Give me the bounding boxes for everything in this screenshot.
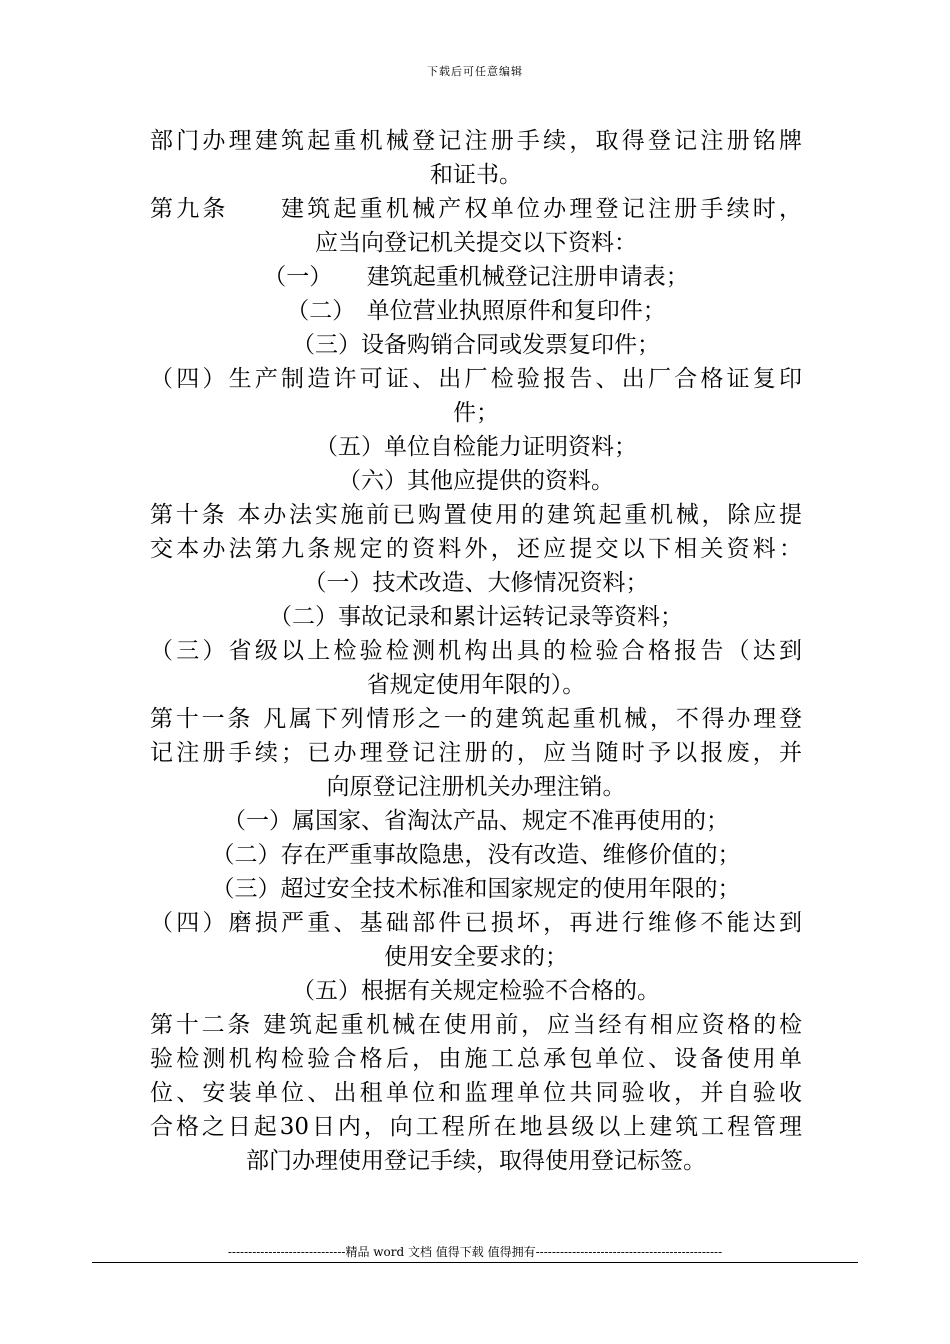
text-line: （四）生产制造许可证、出厂检验报告、出厂合格证复印 xyxy=(150,366,802,392)
text-line: 交本办法第九条规定的资料外，还应提交以下相关资料： xyxy=(150,536,802,562)
text-line: （三）设备购销合同或发票复印件； xyxy=(292,332,660,358)
text-line: 第十条 本办法实施前已购置使用的建筑起重机械，除应提 xyxy=(150,502,802,528)
text-line: 使用安全要求的； xyxy=(384,944,568,970)
text-line: 部门办理建筑起重机械登记注册手续，取得登记注册铭牌 xyxy=(150,128,802,154)
text-line: （一）属国家、省淘汰产品、规定不准再使用的； xyxy=(223,808,729,834)
text-line: 第十一条 凡属下列情形之一的建筑起重机械，不得办理登 xyxy=(150,706,802,732)
text-line: 记注册手续；已办理登记注册的，应当随时予以报废，并 xyxy=(150,740,802,766)
text-line: 第九条 建筑起重机械产权单位办理登记注册手续时， xyxy=(150,196,802,222)
text-line: （四）磨损严重、基础部件已损坏，再进行维修不能达到 xyxy=(150,910,802,936)
text-line: 省规定使用年限的）。 xyxy=(366,672,586,698)
text-line: 合格之日起30日内，向工程所在地县级以上建筑工程管理 xyxy=(150,1114,802,1140)
text-line: 和证书。 xyxy=(430,162,522,188)
text-line: （三）省级以上检验检测机构出具的检验合格报告（达到 xyxy=(150,638,802,664)
text-line: 部门办理使用登记手续，取得使用登记标签。 xyxy=(246,1148,706,1174)
page-header: 下载后可任意编辑 xyxy=(427,65,523,78)
text-line: 验检测机构检验合格后，由施工总承包单位、设备使用单 xyxy=(150,1046,802,1072)
text-line: （二）存在严重事故隐患，没有改造、维修价值的； xyxy=(211,842,741,868)
document-body xyxy=(150,124,802,1178)
text-line: （二）事故记录和累计运转记录等资料； xyxy=(269,604,683,630)
text-line: （一）技术改造、大修情况资料； xyxy=(303,570,649,596)
text-line: （三）超过安全技术标准和国家规定的使用年限的； xyxy=(211,876,741,902)
text-line: 向原登记注册机关办理注销。 xyxy=(326,774,626,800)
text-line: （六）其他应提供的资料。 xyxy=(338,468,614,494)
text-line: （五）单位自检能力证明资料； xyxy=(315,434,637,460)
text-line: （一） 建筑起重机械登记注册申请表； xyxy=(263,264,689,290)
page-footer: -----------------------------精品 word 文档 值得下载 值得拥有---------------------------------------------- xyxy=(227,1245,723,1259)
footer-divider xyxy=(92,1262,858,1263)
text-line: （二） 单位营业执照原件和复印件； xyxy=(286,298,666,324)
text-line: 件； xyxy=(453,400,499,426)
text-line: 第十二条 建筑起重机械在使用前，应当经有相应资格的检 xyxy=(150,1012,802,1038)
text-line: 位、安装单位、出租单位和监理单位共同验收，并自验收 xyxy=(150,1080,802,1106)
text-line: 应当向登记机关提交以下资料： xyxy=(315,230,637,256)
text-line: （五）根据有关规定检验不合格的。 xyxy=(292,978,660,1004)
